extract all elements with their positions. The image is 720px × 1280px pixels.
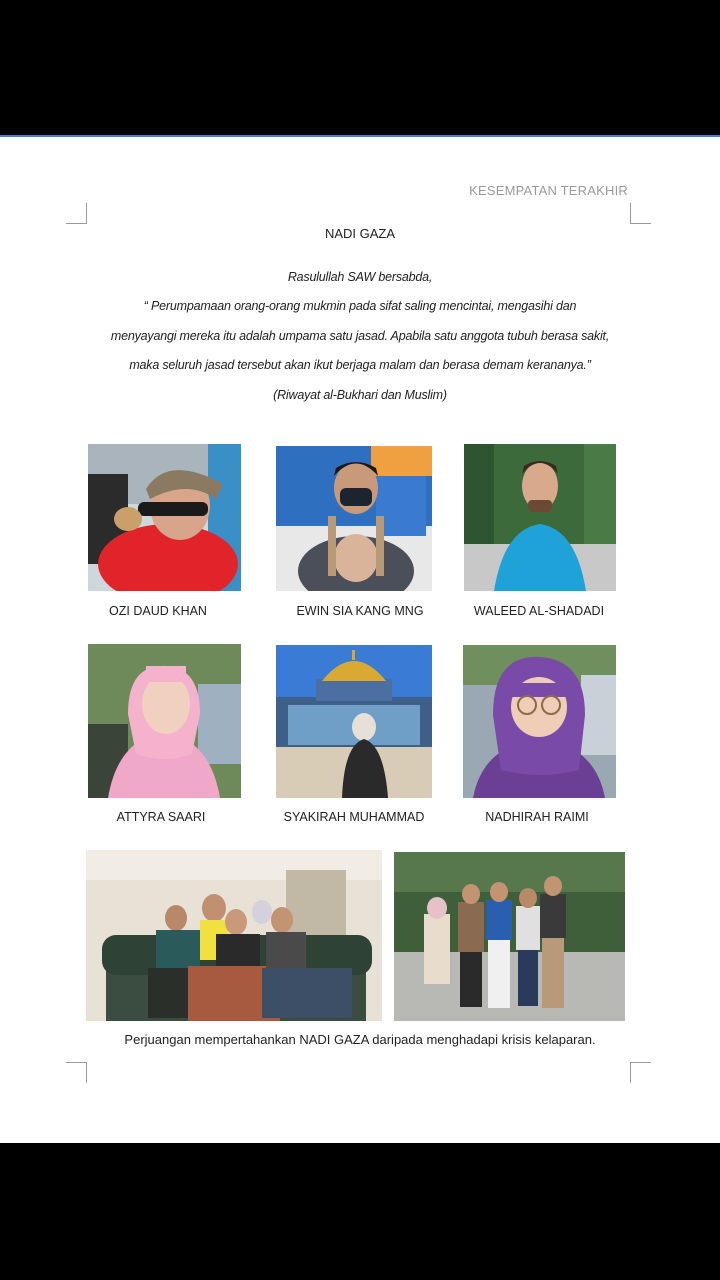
- document-page: [0, 137, 720, 1143]
- member-photo-6: [463, 645, 616, 798]
- member-photo-5: [276, 645, 432, 798]
- crop-mark-bottom-left: [66, 1062, 87, 1083]
- member-photo-3: [464, 444, 616, 591]
- member-photo-1: [88, 444, 241, 591]
- crop-mark-top-left: [66, 203, 87, 224]
- crop-mark-bottom-right: [630, 1062, 651, 1083]
- bottom-black-bar: [0, 1143, 720, 1280]
- member-photo-4: [88, 644, 241, 798]
- quote-intro: Rasulullah SAW bersabda,: [287, 270, 433, 284]
- quote-line-1: “ Perumpamaan orang-orang mukmin pada sifat saling mencintai, mengasihi dan: [143, 299, 577, 313]
- group-photo-outdoor: [394, 852, 625, 1021]
- group-photo-caption: Perjuangan mempertahankan NADI GAZA daripada menghadapi krisis kelaparan.: [124, 1032, 596, 1047]
- quote-line-3: maka seluruh jasad tersebut akan ikut berjaga malam dan berasa demam kerananya.”: [129, 358, 591, 372]
- page-title: NADI GAZA: [324, 226, 396, 241]
- member-photo-2: [276, 446, 432, 591]
- member-name-4: ATTYRA SAARI: [116, 810, 206, 824]
- quote-source: (Riwayat al-Bukhari dan Muslim): [273, 388, 447, 402]
- quote-line-2: menyayangi mereka itu adalah umpama satu jasad. Apabila satu anggota tubuh berasa sakit,: [110, 329, 610, 343]
- member-name-2: EWIN SIA KANG MNG: [296, 604, 424, 618]
- running-header: KESEMPATAN TERAKHIR: [469, 183, 628, 198]
- member-name-1: OZI DAUD KHAN: [109, 604, 207, 618]
- crop-mark-top-right: [630, 203, 651, 224]
- member-name-5: SYAKIRAH MUHAMMAD: [283, 810, 425, 824]
- member-name-3: WALEED AL-SHADADI: [473, 604, 605, 618]
- group-photo-indoor: [86, 850, 382, 1021]
- member-name-6: NADHIRAH RAIMI: [485, 810, 589, 824]
- top-black-bar: [0, 0, 720, 136]
